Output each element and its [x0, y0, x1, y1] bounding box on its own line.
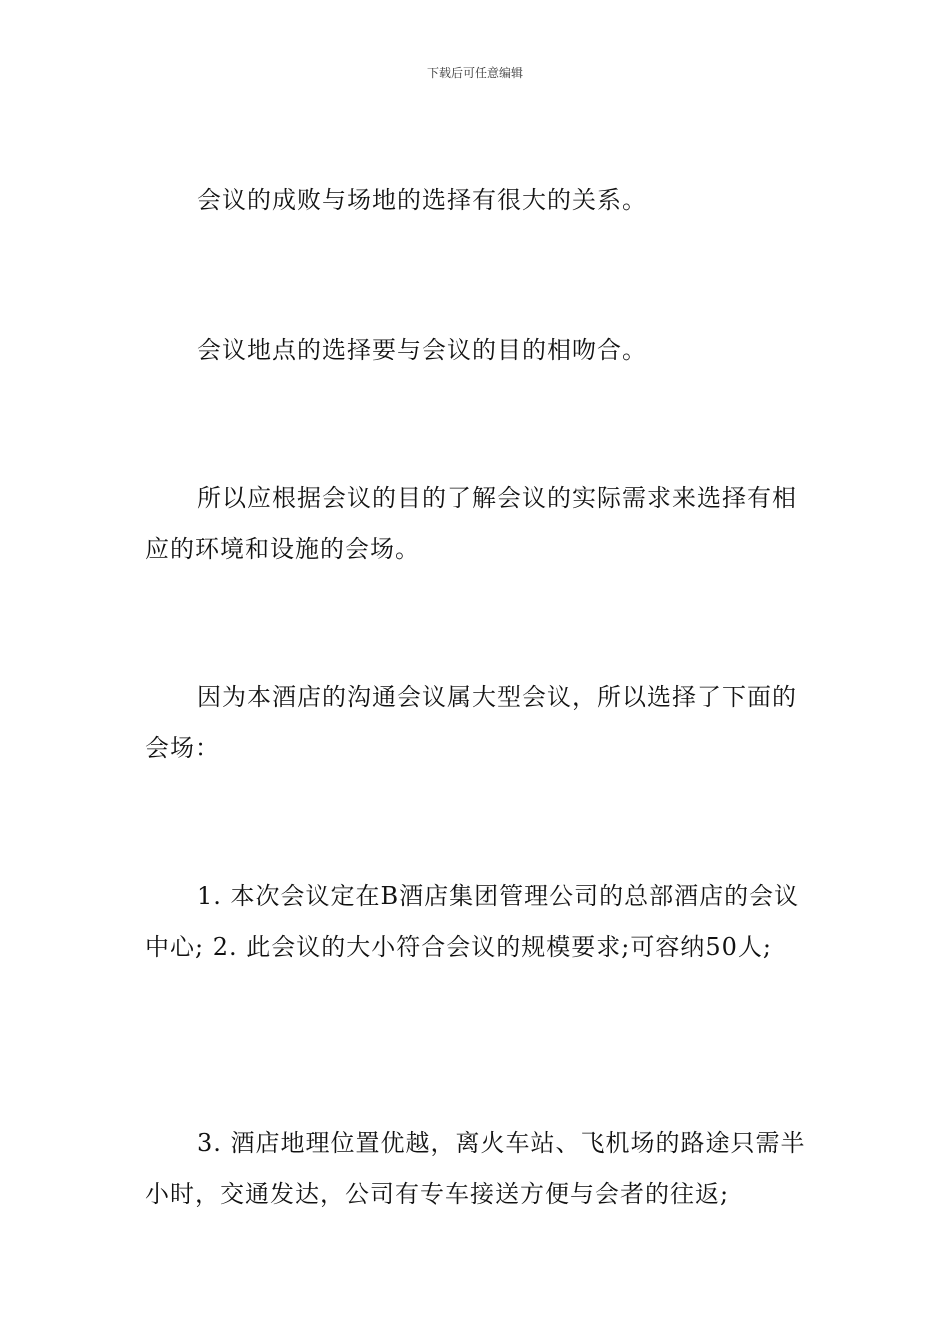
paragraph-items-1-2: 1. 本次会议定在B酒店集团管理公司的总部酒店的会议中心; 2. 此会议的大小符合会议的规模要求;可容纳50人;	[145, 882, 800, 961]
paragraph-item-3: 3. 酒店地理位置优越，离火车站、飞机场的路途只需半小时，交通发达，公司有专车接送方便与会者的往返;	[145, 1129, 806, 1208]
paragraph-large-meeting: 因为本酒店的沟通会议属大型会议，所以选择了下面的会场：	[145, 683, 797, 762]
paragraph-venue-importance: 会议的成败与场地的选择有很大的关系。	[197, 186, 647, 214]
page-header: 下载后可任意编辑	[426, 66, 523, 80]
paragraph-location-purpose: 会议地点的选择要与会议的目的相吻合。	[197, 336, 647, 364]
paragraph-venue-selection: 所以应根据会议的目的了解会议的实际需求来选择有相应的环境和设施的会场。	[145, 484, 797, 563]
